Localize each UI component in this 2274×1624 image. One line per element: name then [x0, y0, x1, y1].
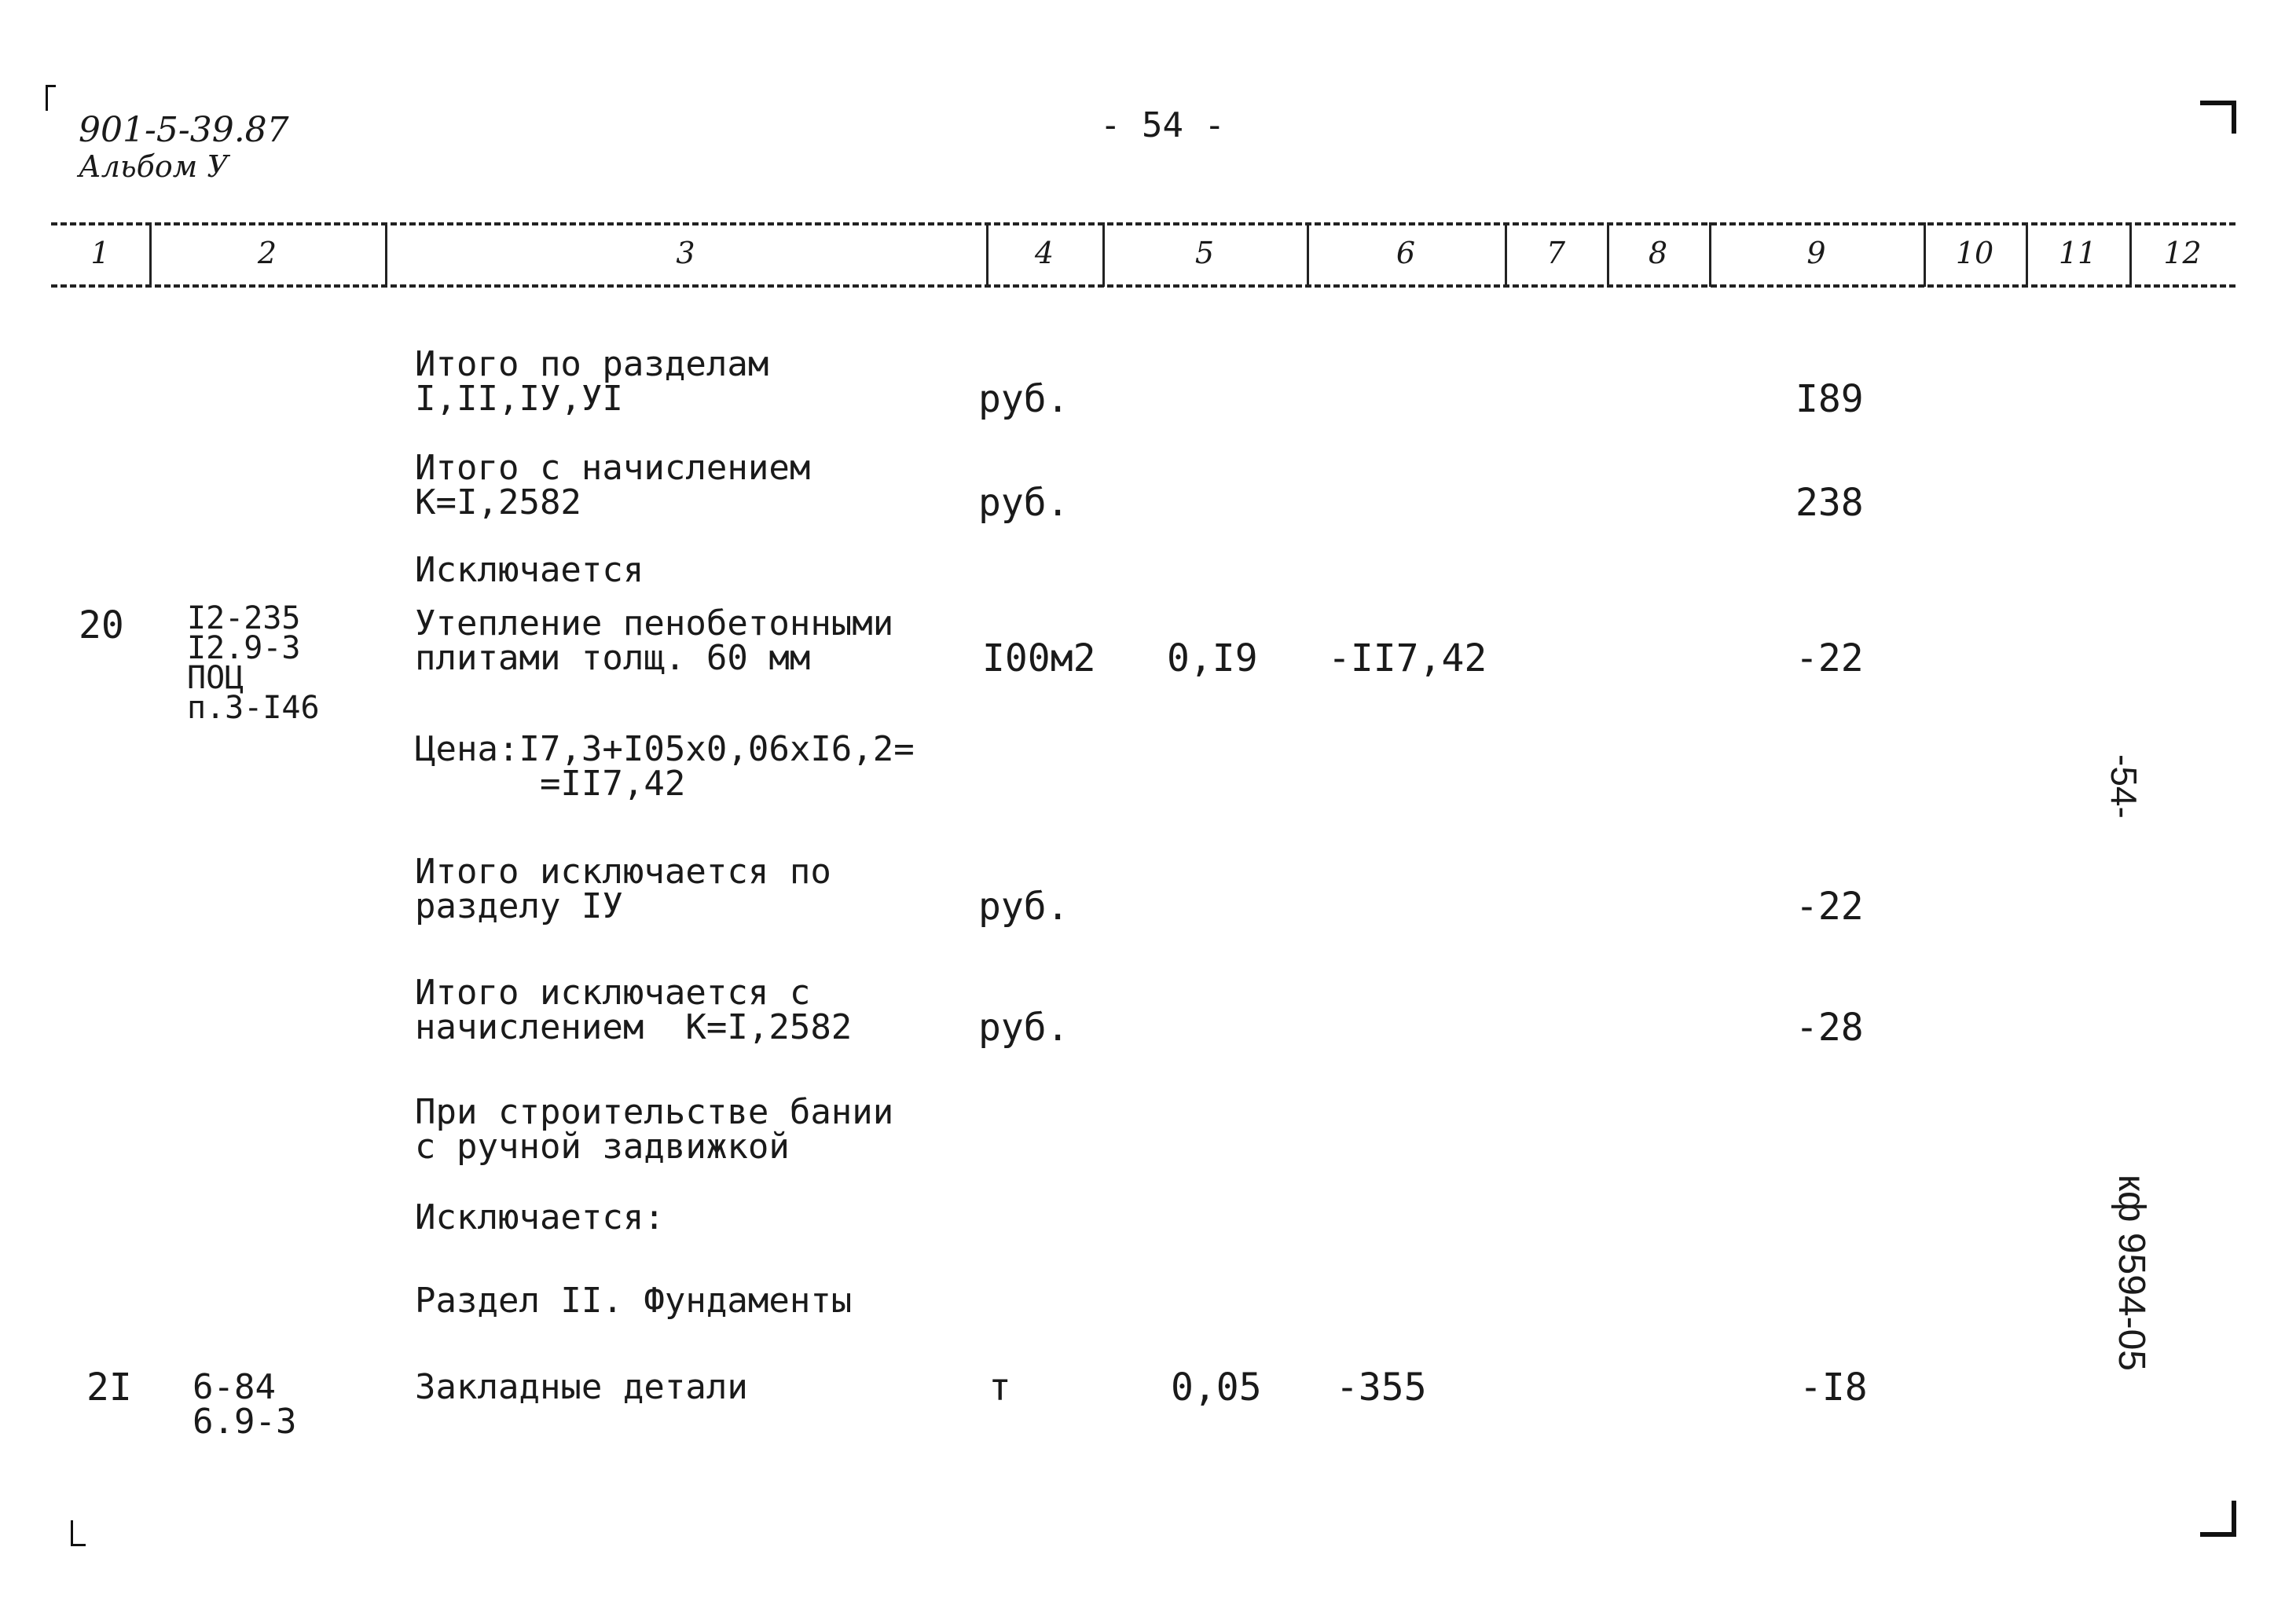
section-heading: Раздел II. Фундаменты — [415, 1281, 853, 1321]
table-row-unit: руб. — [978, 885, 1069, 929]
table-row-description: Итого с начислением — [415, 448, 811, 488]
table-row-description: начислением К=I,2582 — [415, 1007, 853, 1047]
header-bottom-rule — [51, 284, 2235, 288]
table-row-code: ПОЦ — [187, 660, 244, 696]
section-note: При строительстве бании — [415, 1092, 894, 1132]
table-row-sum: 238 — [1795, 481, 1864, 525]
column-number: 5 — [1194, 236, 1215, 270]
table-row-unit: руб. — [978, 1006, 1069, 1050]
table-row-code: I2.9-3 — [187, 630, 301, 666]
side-page-mark: -54- — [2103, 754, 2144, 819]
table-row-number: 20 — [79, 603, 124, 647]
table-row-sum: -22 — [1795, 636, 1864, 680]
column-number: 3 — [676, 236, 695, 270]
table-row-price: -355 — [1336, 1366, 1427, 1410]
column-number: 2 — [257, 236, 277, 270]
table-row-description: Итого исключается по — [415, 852, 831, 892]
price-calculation: Цена:I7,3+I05х0,06хI6,2= — [415, 729, 915, 769]
album-label: Альбом У — [79, 149, 229, 184]
table-row-unit: т — [988, 1366, 1011, 1410]
table-row-price: -II7,42 — [1328, 636, 1487, 680]
page-number: - 54 - — [1100, 105, 1225, 145]
table-row-description: плитами толщ. 60 мм — [415, 638, 811, 678]
table-row-code: 6.9-3 — [193, 1402, 297, 1442]
column-number: 4 — [1034, 236, 1054, 270]
column-number: 10 — [1955, 236, 1994, 270]
table-row-description: Итого по разделам — [415, 344, 769, 384]
table-row-description: К=I,2582 — [415, 482, 581, 522]
table-row-number: 2I — [86, 1366, 132, 1410]
section-heading: Исключается: — [415, 1197, 665, 1237]
section-note: с ручной задвижкой — [415, 1127, 790, 1167]
column-number: 8 — [1648, 236, 1668, 270]
column-number: 7 — [1546, 236, 1566, 270]
table-row-description: Итого исключается с — [415, 973, 811, 1013]
table-row-code: I2-235 — [187, 600, 301, 636]
table-row-quantity: 0,05 — [1171, 1366, 1262, 1410]
document-code: 901-5-39.87 — [79, 110, 289, 150]
price-calculation: =II7,42 — [415, 764, 686, 804]
header-top-rule — [51, 222, 2235, 225]
column-number: 9 — [1806, 236, 1826, 270]
corner-mark-top-right — [2200, 101, 2236, 134]
section-heading: Исключается — [415, 550, 644, 590]
table-row-unit: руб. — [978, 481, 1069, 525]
column-number: 12 — [2163, 236, 2202, 270]
table-row-sum: -I8 — [1799, 1366, 1868, 1410]
table-row-description: разделу IУ — [415, 886, 623, 926]
table-row-sum: -28 — [1795, 1006, 1864, 1050]
table-row-description: Закладные детали — [415, 1367, 748, 1407]
table-row-description: I,II,IУ,УI — [415, 379, 623, 419]
corner-mark-top-left — [46, 85, 56, 111]
table-row-code: 6-84 — [193, 1367, 276, 1407]
column-number: 11 — [2058, 236, 2097, 270]
table-row-sum: -22 — [1795, 885, 1864, 929]
side-stamp: кф 9594-05 — [2111, 1175, 2152, 1371]
corner-mark-bottom-right — [2200, 1501, 2236, 1537]
table-row-unit: руб. — [978, 377, 1069, 421]
corner-mark-bottom-left — [71, 1520, 86, 1546]
table-row-unit: I00м2 — [982, 636, 1096, 680]
table-row-sum: I89 — [1795, 377, 1864, 421]
column-number: 1 — [90, 236, 110, 270]
table-row-description: Утепление пенобетонными — [415, 603, 894, 643]
column-number: 6 — [1396, 236, 1416, 270]
table-row-code: п.3-I46 — [187, 690, 320, 726]
table-row-quantity: 0,I9 — [1167, 636, 1258, 680]
